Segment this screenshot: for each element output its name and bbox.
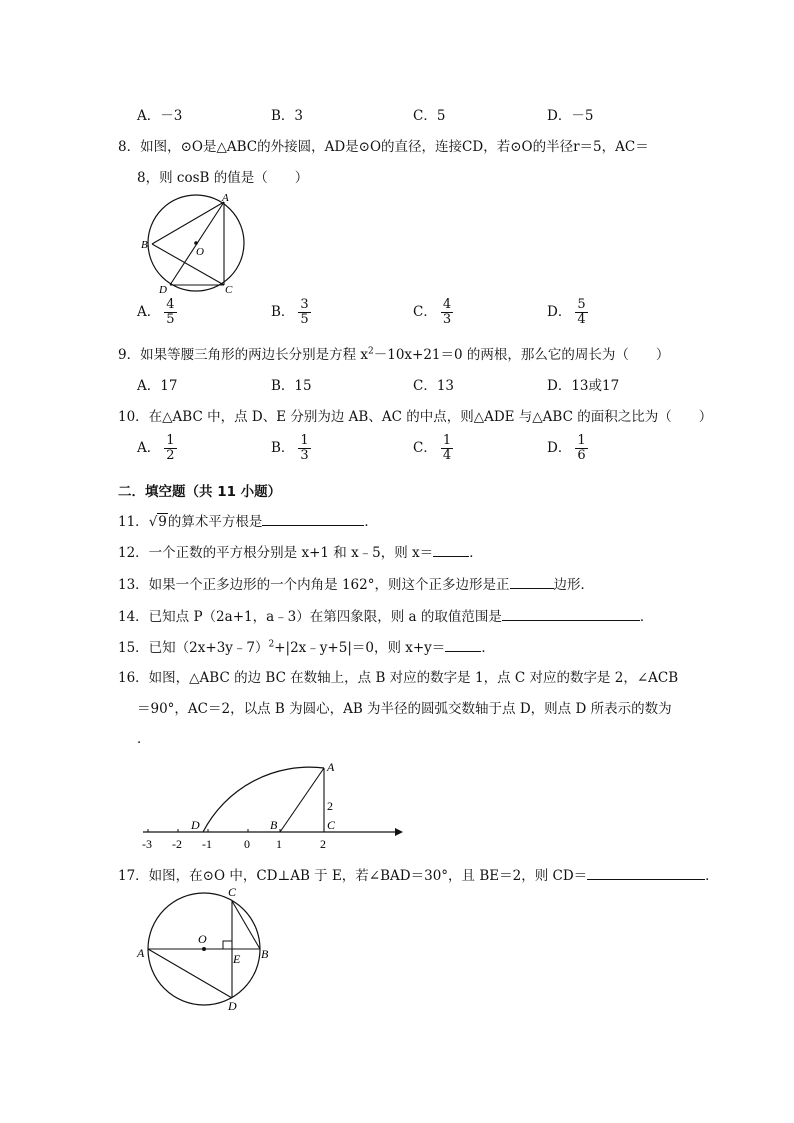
q12: 12．一个正数的平方根分别是 x+1 和 x﹣5，则 x＝ ． xyxy=(118,545,483,561)
q17-answer-blank xyxy=(587,878,705,880)
q7-option-b: B．3 xyxy=(271,108,304,124)
q14: 14．已知点 P（2a+1，a﹣3）在第四象限，则 a 的取值范围是 ． xyxy=(118,609,654,625)
q8-label-a: A xyxy=(222,192,229,204)
q8-label-b: B xyxy=(141,239,148,251)
q7-option-d: D．－5 xyxy=(547,108,594,124)
q12-answer-blank xyxy=(433,555,469,557)
tick-label-neg2: -2 xyxy=(172,837,182,851)
tick-label-0: 0 xyxy=(244,837,250,851)
q16-line1: 16．如图，△ABC 的边 BC 在数轴上，点 B 对应的数字是 1，点 C 对应的数字是 2，∠ACB xyxy=(118,670,679,686)
q8-stem-line2: 8，则 cosB 的值是（ ） xyxy=(137,170,309,186)
tick-label-1: 1 xyxy=(276,837,282,851)
q17-label-d: D xyxy=(228,999,237,1013)
q10-option-a: A． $\frac{1}{2}$ xyxy=(137,433,175,463)
q8-stem-line1: 8．如图，⊙O是△ABC的外接圆，AD是⊙O的直径，连接CD，若⊙O的半径r＝5，AC＝ xyxy=(118,139,649,155)
tick-label-neg1: -1 xyxy=(202,837,212,851)
q17-label-e: E xyxy=(233,952,241,966)
q17-figure xyxy=(130,880,280,1015)
axis-arrow-icon xyxy=(395,828,403,836)
q17-label-b: B xyxy=(261,947,269,961)
q8-label-c: C xyxy=(225,284,233,296)
q9-option-a: A．17 xyxy=(137,378,178,394)
q17-label-a: A xyxy=(137,946,145,960)
q11: 11．√9的算术平方根是 ． xyxy=(118,514,378,530)
q16-label-2: 2 xyxy=(327,799,333,813)
q10-option-b: B． $\frac{1}{3}$ xyxy=(271,433,309,463)
q10-option-c: C． $\frac{1}{4}$ xyxy=(413,433,452,463)
q9-option-c: C．13 xyxy=(413,378,455,394)
q8-option-a: A． $\frac{4}{5}$ xyxy=(137,297,175,327)
q10-stem: 10．在△ABC 中，点 D、E 分别为边 AB、AC 的中点，则△ADE 与△ABC 的面积之比为（ ） xyxy=(118,409,713,425)
tick-label-2: 2 xyxy=(320,837,326,851)
q16-number-line-figure xyxy=(135,755,405,855)
q16-label-d: D xyxy=(191,818,200,832)
q15-answer-blank xyxy=(445,650,481,652)
q17-stem: 17．如图，在⊙O 中，CD⊥AB 于 E，若∠BAD＝30°，且 BE＝2，则 CD＝ ． xyxy=(118,868,719,884)
arc-bd xyxy=(203,767,324,832)
q8-option-d: D． $\frac{5}{4}$ xyxy=(547,297,586,327)
q8-figure xyxy=(130,190,260,300)
q9-option-b: B．15 xyxy=(271,378,312,394)
q16-label-b: B xyxy=(270,818,278,832)
q13: 13．如果一个正多边形的一个内角是 162°，则这个正多边形是正 边形． xyxy=(118,577,594,593)
q7-option-c: C．5 xyxy=(413,108,446,124)
right-angle-mark xyxy=(223,941,232,949)
q13-answer-blank xyxy=(510,587,554,589)
q16-line2: ＝90°，AC＝2，以点 B 为圆心，AB 为半径的圆弧交数轴于点 D，则点 D 所表示的数为 xyxy=(137,701,672,717)
q8-option-b: B． $\frac{3}{5}$ xyxy=(271,297,309,327)
q16-label-c: C xyxy=(327,818,336,832)
q8-option-c: C． $\frac{4}{3}$ xyxy=(413,297,452,327)
sqrt-symbol: √ xyxy=(148,514,158,530)
q16-label-a: A xyxy=(327,760,335,774)
tick-label-neg3: -3 xyxy=(142,837,152,851)
q9-option-d: D．13或17 xyxy=(547,378,620,394)
q9-stem: 9．如果等腰三角形的两边长分别是方程 $x^2-10x+21=0$ 的两根，那么它的周长为（ ） xyxy=(118,346,670,363)
q8-label-o: O xyxy=(196,246,204,258)
q16-line3: ． xyxy=(137,731,151,747)
q11-answer-blank xyxy=(262,524,364,526)
q17-label-c: C xyxy=(228,885,237,899)
q7-option-a: A．－3 xyxy=(137,108,183,124)
q10-option-d: D． $\frac{1}{6}$ xyxy=(547,433,586,463)
q17-label-o: O xyxy=(198,932,207,946)
q8-label-d: D xyxy=(159,284,167,296)
section-heading-fill-in: 二．填空题（共 11 小题） xyxy=(118,484,282,500)
q15: 15．已知（2x+3y﹣7）$^2$+|2x﹣y+5|＝0，则 x+y＝ ． xyxy=(118,639,495,656)
q14-answer-blank xyxy=(502,619,640,621)
